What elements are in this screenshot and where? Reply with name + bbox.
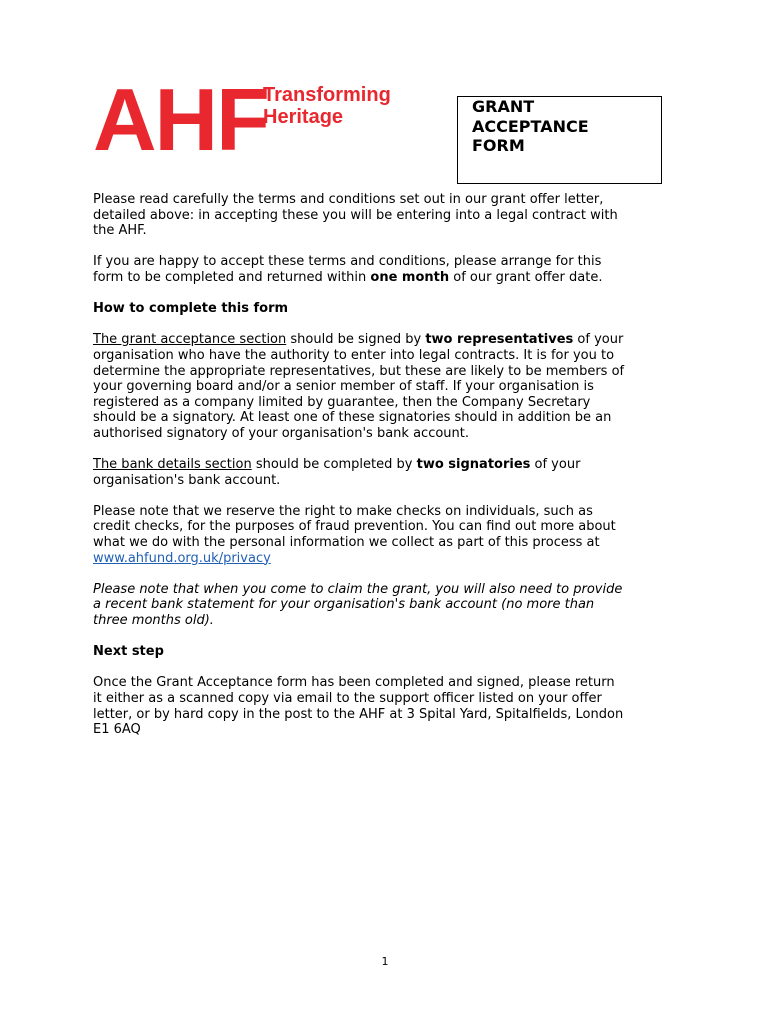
next-step-paragraph [93, 675, 693, 737]
timing-text: form to be completed and returned within [93, 269, 371, 285]
next-step-line: it either as a scanned copy via email to the support officer listed on your offer [93, 691, 602, 706]
acceptance-section-label: The grant acceptance section [93, 332, 287, 348]
form-title-line1: GRANT [472, 97, 535, 116]
acceptance-line: should be a signatory. At least one of these signatories should in addition be an [93, 410, 612, 426]
intro-line: Please read carefully the terms and conditions set out in our grant offer letter, [93, 192, 604, 207]
acceptance-text: of your [573, 332, 624, 348]
claim-note-line: Please note that when you come to claim the grant, you will also need to provide [93, 581, 623, 597]
deadline-emphasis: one month [370, 269, 450, 285]
representatives-emphasis: two representatives [425, 332, 574, 348]
claim-note-paragraph [93, 582, 693, 629]
timing-paragraph [93, 254, 693, 285]
form-title-box [457, 96, 662, 184]
page-number: 1 [381, 955, 389, 968]
document-body [93, 192, 693, 753]
logo-tagline-line2: Heritage [263, 106, 344, 128]
intro-paragraph [93, 192, 693, 239]
bank-text: of your [530, 457, 581, 473]
privacy-line: what we do with the personal information we collect as part of this process at [93, 535, 600, 551]
acceptance-line: authorised signatory of your organisation's bank account. [93, 425, 469, 441]
bank-text: should be completed by [251, 457, 417, 473]
acceptance-text: should be signed by [286, 332, 426, 348]
acceptance-line: organisation who have the authority to enter into legal contracts. It is for you to [93, 347, 615, 363]
bank-paragraph [93, 457, 693, 488]
acceptance-line: determine the appropriate representatives, but these are likely to be members of [93, 363, 625, 379]
acceptance-line: your governing board and/or a senior member of staff. If your organisation is [93, 379, 594, 395]
next-step-line: Once the Grant Acceptance form has been completed and signed, please return [93, 675, 615, 691]
intro-line: detailed above: in accepting these you will be entering into a legal contract with [93, 207, 618, 223]
next-step-line: E1 6AQ [93, 722, 141, 738]
acceptance-paragraph [93, 332, 693, 441]
logo-mark: AHF [93, 70, 268, 169]
form-title-line3: FORM [472, 136, 525, 155]
privacy-line: credit checks, for the purposes of fraud prevention. You can find out more about [93, 519, 616, 535]
logo-tagline-line1: Transforming [263, 84, 391, 106]
form-title-line2: ACCEPTANCE [472, 116, 589, 136]
next-step-heading [93, 644, 693, 660]
logo-tagline [263, 84, 391, 128]
timing-text: of our grant offer date. [449, 269, 603, 285]
next-step-line: letter, or by hard copy in the post to the AHF at 3 Spital Yard, Spitalfields, London [93, 706, 624, 722]
timing-line: If you are happy to accept these terms and conditions, please arrange for this [93, 254, 602, 270]
privacy-link[interactable]: www.ahfund.org.uk/privacy [93, 550, 271, 566]
acceptance-line: registered as a company limited by guarantee, then the Company Secretary [93, 394, 591, 410]
signatories-emphasis: two signatories [416, 457, 531, 473]
how-to-heading-text: How to complete this form [93, 301, 289, 317]
bank-line: organisation's bank account. [93, 472, 281, 488]
ahf-logo [93, 70, 413, 169]
claim-note-line: a recent bank statement for your organisation's bank account (no more than [93, 597, 595, 613]
intro-line: the AHF. [93, 223, 147, 239]
privacy-line: Please note that we reserve the right to make checks on individuals, such as [93, 503, 593, 519]
next-step-heading-text: Next step [93, 644, 164, 660]
timing-line [93, 270, 693, 286]
acceptance-line [93, 332, 693, 348]
privacy-paragraph [93, 504, 693, 566]
privacy-line [93, 551, 693, 567]
bank-section-label: The bank details section [93, 457, 252, 473]
bank-line [93, 457, 693, 473]
claim-note-line: three months old). [93, 613, 214, 629]
how-to-heading [93, 301, 693, 317]
